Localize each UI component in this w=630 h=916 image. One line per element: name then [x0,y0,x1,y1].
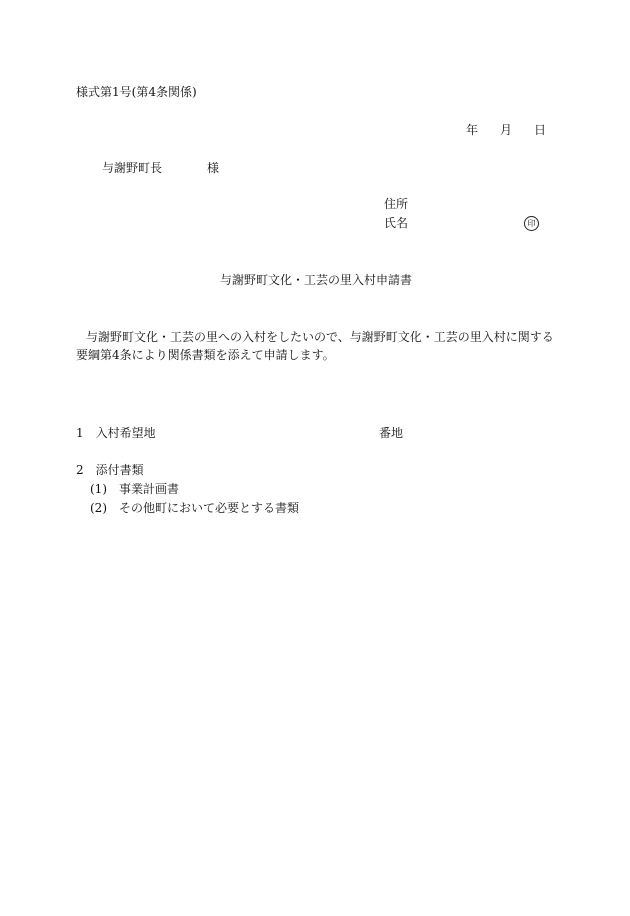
body-line-2: 要綱第4条により関係書類を添えて申請します。 [76,348,335,362]
item-2-sub-2 [90,500,299,516]
name-label: 氏名 [384,216,409,230]
date-month-label: 月 [500,123,513,137]
addressee-name: 与謝野町長 [102,161,163,175]
date-line [466,122,546,138]
item-2-sub-1-label: 事業計画書 [119,482,180,496]
item-2-sub-2-number: (2) [90,501,107,515]
item-1-label: 入村希望地 [95,426,156,440]
item-1-number: 1 [76,426,84,440]
item-2-label: 添付書類 [95,463,144,477]
body-line-1: 与謝野町文化・工芸の里への入村をしたいので、与謝野町文化・工芸の里入村に関する [86,330,554,344]
document-title: 与謝野町文化・工芸の里入村申請書 [220,273,413,287]
item-2-sub-1-number: (1) [90,482,107,496]
item-2-number: 2 [76,463,84,477]
form-number: 様式第1号(第4条関係) [76,85,197,99]
item-1-suffix: 番地 [379,426,404,440]
addressee-honorific: 様 [207,161,220,175]
addressee [102,160,162,176]
item-1 [76,425,156,441]
item-2-sub-1 [90,481,179,497]
date-year-label: 年 [466,123,479,137]
address-label: 住所 [384,197,409,211]
seal-mark [524,215,539,231]
item-2-sub-2-label: その他町において必要とする書類 [119,501,300,515]
item-2 [76,462,144,478]
date-day-label: 日 [534,123,547,137]
seal-icon: 印 [524,216,539,231]
